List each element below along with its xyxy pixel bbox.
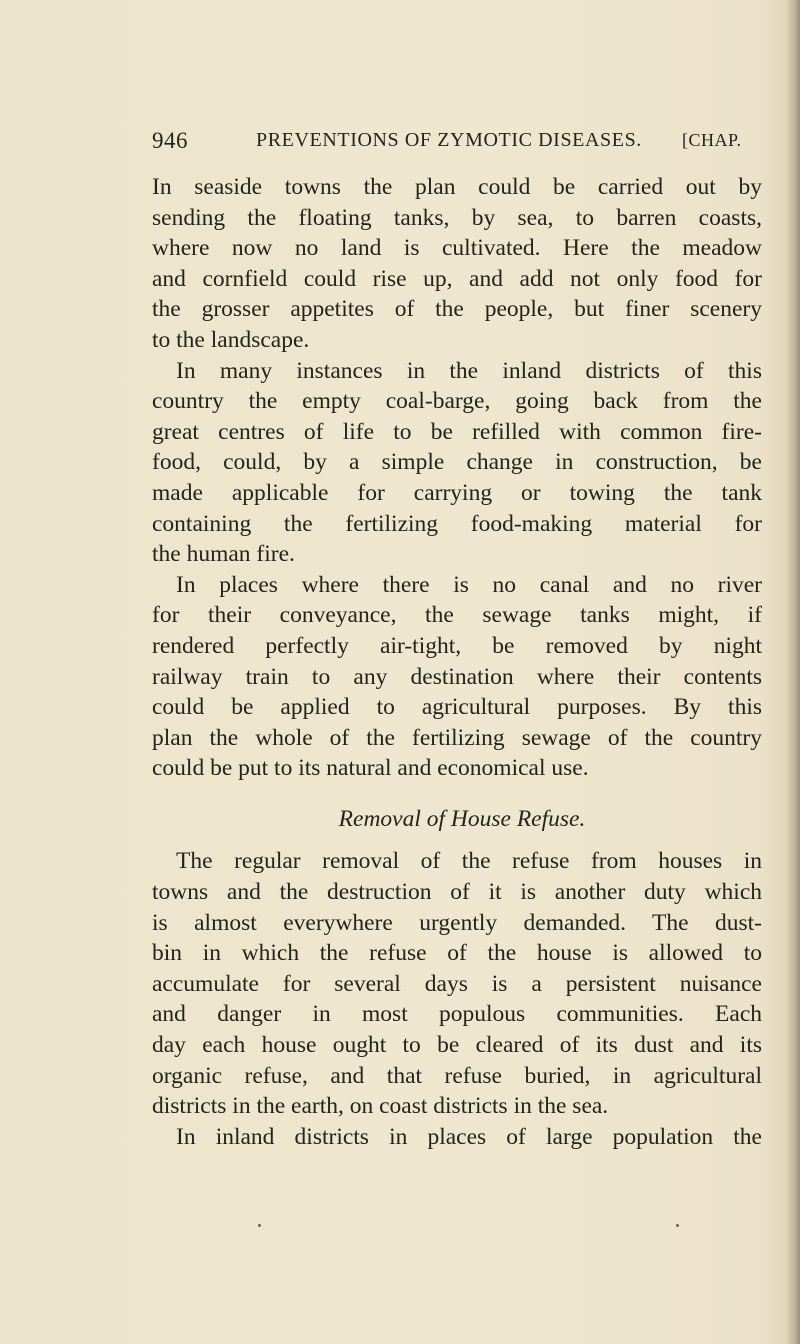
paragraph — [152, 846, 762, 1121]
section-heading: Removal of House Refuse. — [338, 805, 586, 832]
chapter-label: [CHAP. — [682, 130, 742, 150]
text-line: and cornfield could rise up, and add not only food for — [152, 265, 762, 292]
print-speck — [258, 1224, 261, 1227]
text-line: districts in the earth, on coast districts in the sea. — [152, 1093, 609, 1120]
text-line: plan the whole of the fertilizing sewage of the country — [152, 724, 762, 751]
text-line: made applicable for carrying or towing the tank — [152, 479, 762, 506]
text-line: the human fire. — [152, 541, 295, 568]
text-line: In inland districts in places of large population the — [176, 1123, 762, 1150]
text-line: where now no land is cultivated. Here the meadow — [152, 235, 762, 262]
print-speck — [676, 1224, 679, 1227]
paragraph — [152, 1122, 762, 1153]
text-line: to the landscape. — [152, 326, 310, 353]
paragraph — [152, 356, 762, 570]
text-line: day each house ought to be cleared of its dust and its — [152, 1032, 762, 1059]
text-line: food, could, by a simple change in construction, be — [152, 449, 762, 476]
text-line: for their conveyance, the sewage tanks might, if — [152, 602, 762, 629]
text-line: accumulate for several days is a persistent nuisance — [152, 970, 762, 997]
page-number: 946 — [152, 128, 188, 153]
text-line: containing the fertilizing food-making material for — [152, 510, 762, 537]
running-title: PREVENTIONS OF ZYMOTIC DISEASES. — [256, 129, 642, 151]
text-line: is almost everywhere urgently demanded. The dust- — [152, 909, 762, 936]
text-line: The regular removal of the refuse from houses in — [176, 848, 762, 875]
text-line: In many instances in the inland districts of this — [176, 357, 762, 384]
text-line: In seaside towns the plan could be carried out by — [152, 174, 762, 200]
text-line: the grosser appetites of the people, but finer scenery — [152, 296, 762, 323]
text-line: rendered perfectly air-tight, be removed by night — [152, 632, 762, 659]
text-line: and danger in most populous communities. Each — [152, 1001, 762, 1028]
text-line: sending the floating tanks, by sea, to barren coasts, — [152, 204, 762, 231]
text-line: towns and the destruction of it is another duty which — [152, 879, 762, 906]
running-head — [152, 128, 762, 158]
text-line: could be applied to agricultural purposes. By this — [152, 694, 762, 721]
text-line: railway train to any destination where their contents — [152, 663, 762, 690]
text-line: country the empty coal-barge, going back from the — [152, 388, 762, 415]
text-line: bin in which the refuse of the house is allowed to — [152, 940, 762, 967]
body-text — [152, 172, 762, 1152]
text-line: could be put to its natural and economical use. — [152, 755, 589, 782]
text-line: great centres of life to be refilled with common fire- — [152, 418, 762, 445]
paragraph — [152, 570, 762, 784]
page-edge-shadow — [786, 0, 800, 1344]
paragraph — [152, 172, 762, 356]
text-line: In places where there is no canal and no river — [176, 571, 762, 598]
text-line: organic refuse, and that refuse buried, in agricultural — [152, 1062, 762, 1089]
